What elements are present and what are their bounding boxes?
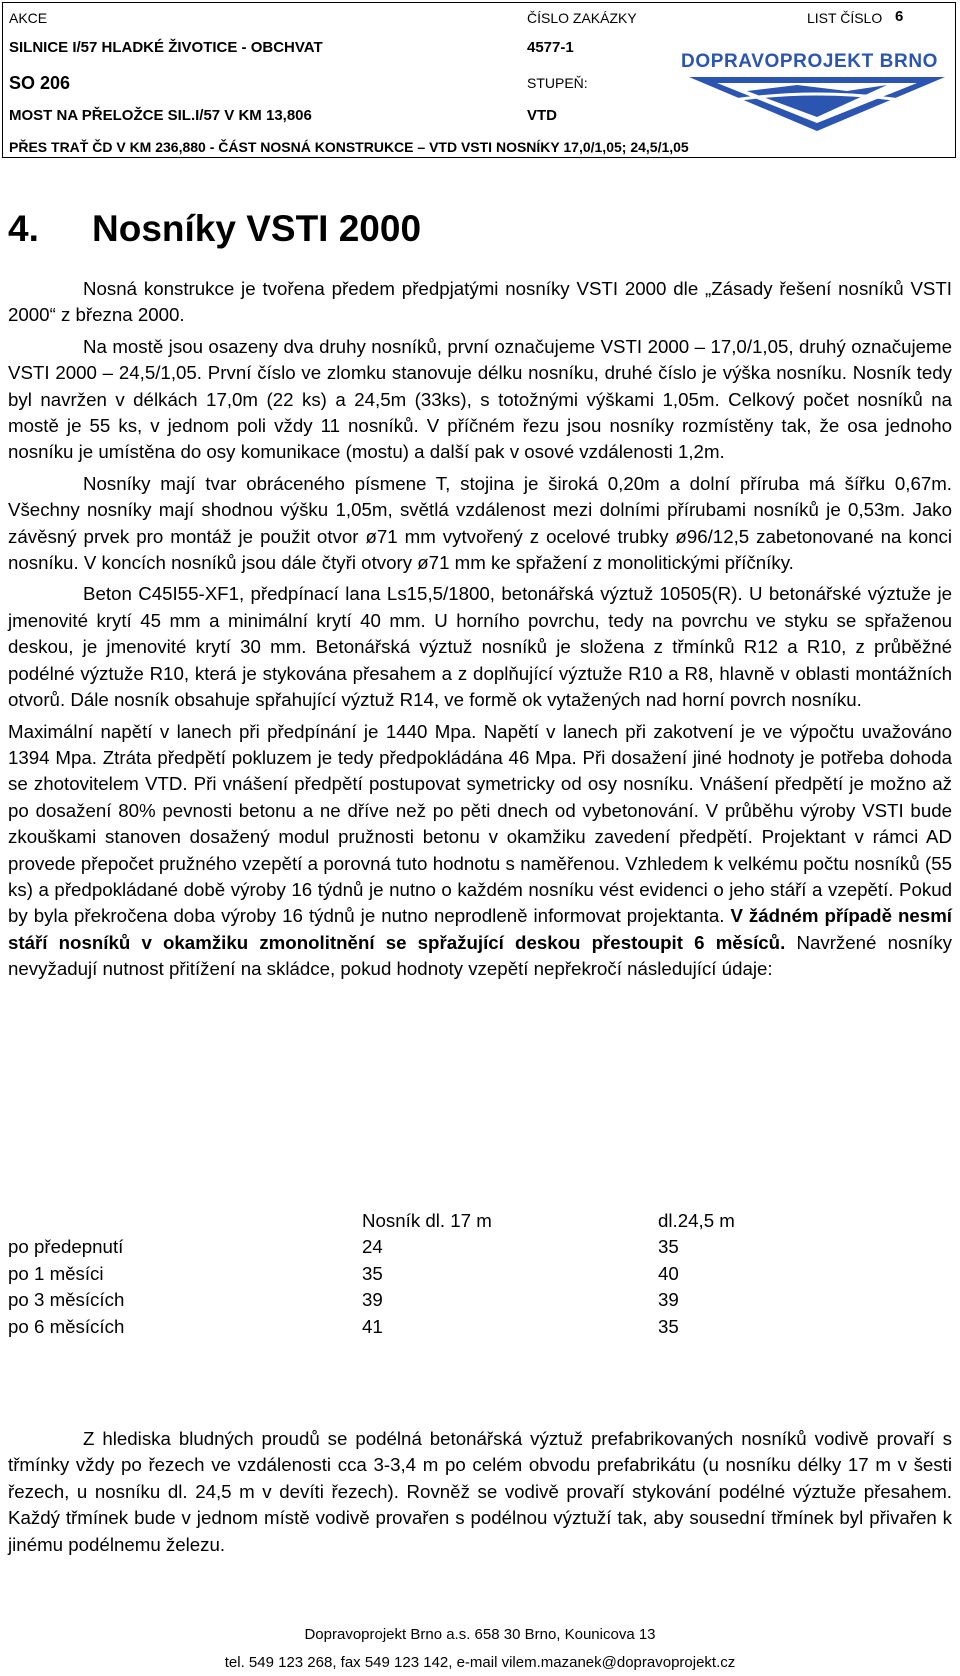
bridge-name: MOST NA PŘELOŽCE SIL.I/57 V KM 13,806 — [9, 107, 312, 124]
paragraph-5-text-end: Navržené nosníky nevyžadují nutnost přitížení na skládce, pokud hodnoty vzepětí nepřekročí následující údaje: — [8, 931, 953, 980]
paragraph-4: Beton C45I55-XF1, předpínací lana Ls15,5/1800, betonářská výztuž 10505(R). U betonářské výztuže je jmenovité krytí 45 mm a minimální krytí 40 mm. U horního povrchu, tedy na povrchu ve styku se spřaženou deskou, je jmenovité krytí 30 mm. Betonářská výztuž nosníků je složena z třmínků R12 a R10, z průběžné podélné výztuže R10, která je stykována přesahem a z doplňující výztuže R10 a R8, hlavně v oblasti montážních otvorů. Dále nosník obsahuje spřahující výztuž R14, ve formě ok vytažených nad horní povrch nosníku. — [8, 583, 952, 711]
table-header-cell: dl.24,5 m — [658, 1210, 735, 1231]
table-cell: po 3 měsících — [8, 1289, 125, 1311]
table-cell: 35 — [658, 1236, 679, 1258]
cislo-zakazky-label: ČÍSLO ZAKÁZKY — [527, 10, 637, 26]
document-body — [8, 276, 952, 988]
akce-label: AKCE — [9, 10, 48, 26]
stupen-value: VTD — [527, 107, 557, 124]
title-block — [2, 2, 956, 158]
paragraph-2: Na mostě jsou osazeny dva druhy nosníků, první označujeme VSTI 2000 – 17,0/1,05, druhý označujeme VSTI 2000 – 24,5/1,05. První číslo ve zlomku stanovuje délku nosníku, druhé číslo je výška nosníku. Nosník tedy byl navržen v délkách 17,0m (22 ks) a 24,5m (33ks), s totožnými výškami 1,05m. Celkový počet nosníků na mostě je 55 ks, v jednom poli vždy 11 nosníků. V příčném řezu jsou nosníky rozmístěny tak, že osa jednoho nosníku je umístěna do osy komunikace (mostu) a další pak v osové vzdálenosti 1,2m. — [8, 335, 952, 463]
table-cell: 39 — [362, 1289, 383, 1311]
table-cell: 41 — [362, 1315, 383, 1337]
paragraph-5 — [8, 719, 952, 983]
deflection-table — [8, 1210, 858, 1342]
document-subtitle: PŘES TRAŤ ČD V KM 236,880 - ČÁST NOSNÁ KONSTRUKCE – VTD VSTI NOSNÍKY 17,0/1,05; 24,5/1,05 — [9, 139, 689, 155]
footer-address: Dopravoprojekt Brno a.s. 658 30 Brno, Kounicova 13 — [304, 1626, 656, 1643]
paragraph-6: Z hlediska bludných proudů se podélná betonářská výztuž prefabrikovaných nosníků vodivě provaří s třmínky vždy po řezech ve vzdálenosti cca 3-3,4 m po celém obvodu prefabrikátu (u nosníku délky 17 m v šesti řezech, u nosníku dl. 24,5 m v devíti řezech). Rovněž se vodivě provaří stykování podélné výztuže přesahem. Každý třmínek bude v jednom místě vodivě provařen s podélnou výztuží tak, aby sousední třmínek byl přivařen k jinému podélnemu železu. — [8, 1428, 952, 1555]
table-row — [8, 1263, 858, 1289]
table-cell: 24 — [362, 1236, 383, 1258]
section-number: 4. — [8, 208, 39, 249]
paragraph-3: Nosníky mají tvar obráceného písmene T, stojina je široká 0,20m a dolní příruba má šířku 0,67m. Všechny nosníky mají shodnou výšku 1,05m, světlá vzdálenost mezi dolními přírubami nosníků je 0,53m. Jako závěsný prvek pro montáž je použit otvor ø71 mm vytvořený z ocelové trubky ø96/12,5 zabetonované na konci nosníku. V koncích nosníků jsou dále čtyři otvory ø71 mm ke spřažení z monolitickými příčníky. — [8, 472, 952, 574]
footer-contact: tel. 549 123 268, fax 549 123 142, e-mail vilem.mazanek@dopravoprojekt.cz — [224, 1654, 736, 1671]
list-cislo-label: LIST ČÍSLO — [807, 10, 883, 26]
paragraph-5-text: Maximální napětí v lanech při předpínání je 1440 Mpa. Napětí v lanech při zakotvení je ve výpočtu uvažováno 1394 Mpa. Ztráta předpětí pokluzem je tedy předpokládána 46 Mpa. Při dosažení jiné hodnoty je potřeba dohoda se zhotovitelem VTD. Při vnášení předpětí postupovat symetricky od osy nosníku. Vnášení předpětí je možno až po dosažení 80% pevnosti betonu a ne dříve než po pěti dnech od vybetonování. V průběhu výroby VSTI bude zkouškami stanoven dosažený modul pružnosti betonu v okamžiku zavedení předpětí. Projektant v rámci AD provede přepočet pružného vzepětí a porovná tuto hodnotu s naměřenou. Vzhledem k velkému počtu nosníků (55 ks) a předpokládané době výroby 16 týdnů je nutno o každém nosníku vést evidenci o jeho stáří a vzepětí. Pokud by byla překročena doba výroby 16 týdnů je nutno neprodleně informovat projektanta. — [8, 720, 952, 927]
paragraph-1: Nosná konstrukce je tvořena předem předpjatými nosníky VSTI 2000 dle „Zásady řešení nosníků VSTI 2000“ z března 2000. — [8, 278, 952, 326]
road-name: SILNICE I/57 HLADKÉ ŽIVOTICE - OBCHVAT — [9, 39, 323, 56]
table-row — [8, 1316, 858, 1342]
table-cell: po 6 měsících — [8, 1315, 125, 1337]
section-heading — [8, 208, 421, 250]
table-cell: 39 — [658, 1289, 679, 1311]
table-cell: 40 — [658, 1262, 679, 1284]
so-number: SO 206 — [9, 73, 71, 93]
stupen-label: STUPEŇ: — [527, 75, 588, 91]
company-logo — [679, 51, 957, 141]
table-row — [8, 1289, 858, 1315]
table-cell: po předepnutí — [8, 1236, 124, 1258]
table-header-cell — [8, 1210, 362, 1236]
paragraph-5-bold: V žádném případě nesmí stáří nosníků v okamžiku zmonolitnění se spřažující deskou přestoupit 6 měsíců. — [8, 905, 953, 953]
list-cislo-value: 6 — [895, 8, 904, 25]
table-row — [8, 1236, 858, 1262]
table-cell: 35 — [362, 1262, 383, 1284]
table-header-row — [8, 1210, 858, 1236]
document-body-2 — [8, 1426, 952, 1558]
table-cell: 35 — [658, 1315, 679, 1337]
zakazka-value: 4577-1 — [527, 39, 574, 56]
table-header-cell: Nosník dl. 17 m — [362, 1210, 492, 1231]
logo-triangle-icon — [687, 73, 947, 133]
table-cell: po 1 měsíci — [8, 1262, 104, 1284]
logo-text: DOPRAVOPROJEKT BRNO — [681, 51, 939, 72]
section-title: Nosníky VSTI 2000 — [92, 208, 422, 249]
